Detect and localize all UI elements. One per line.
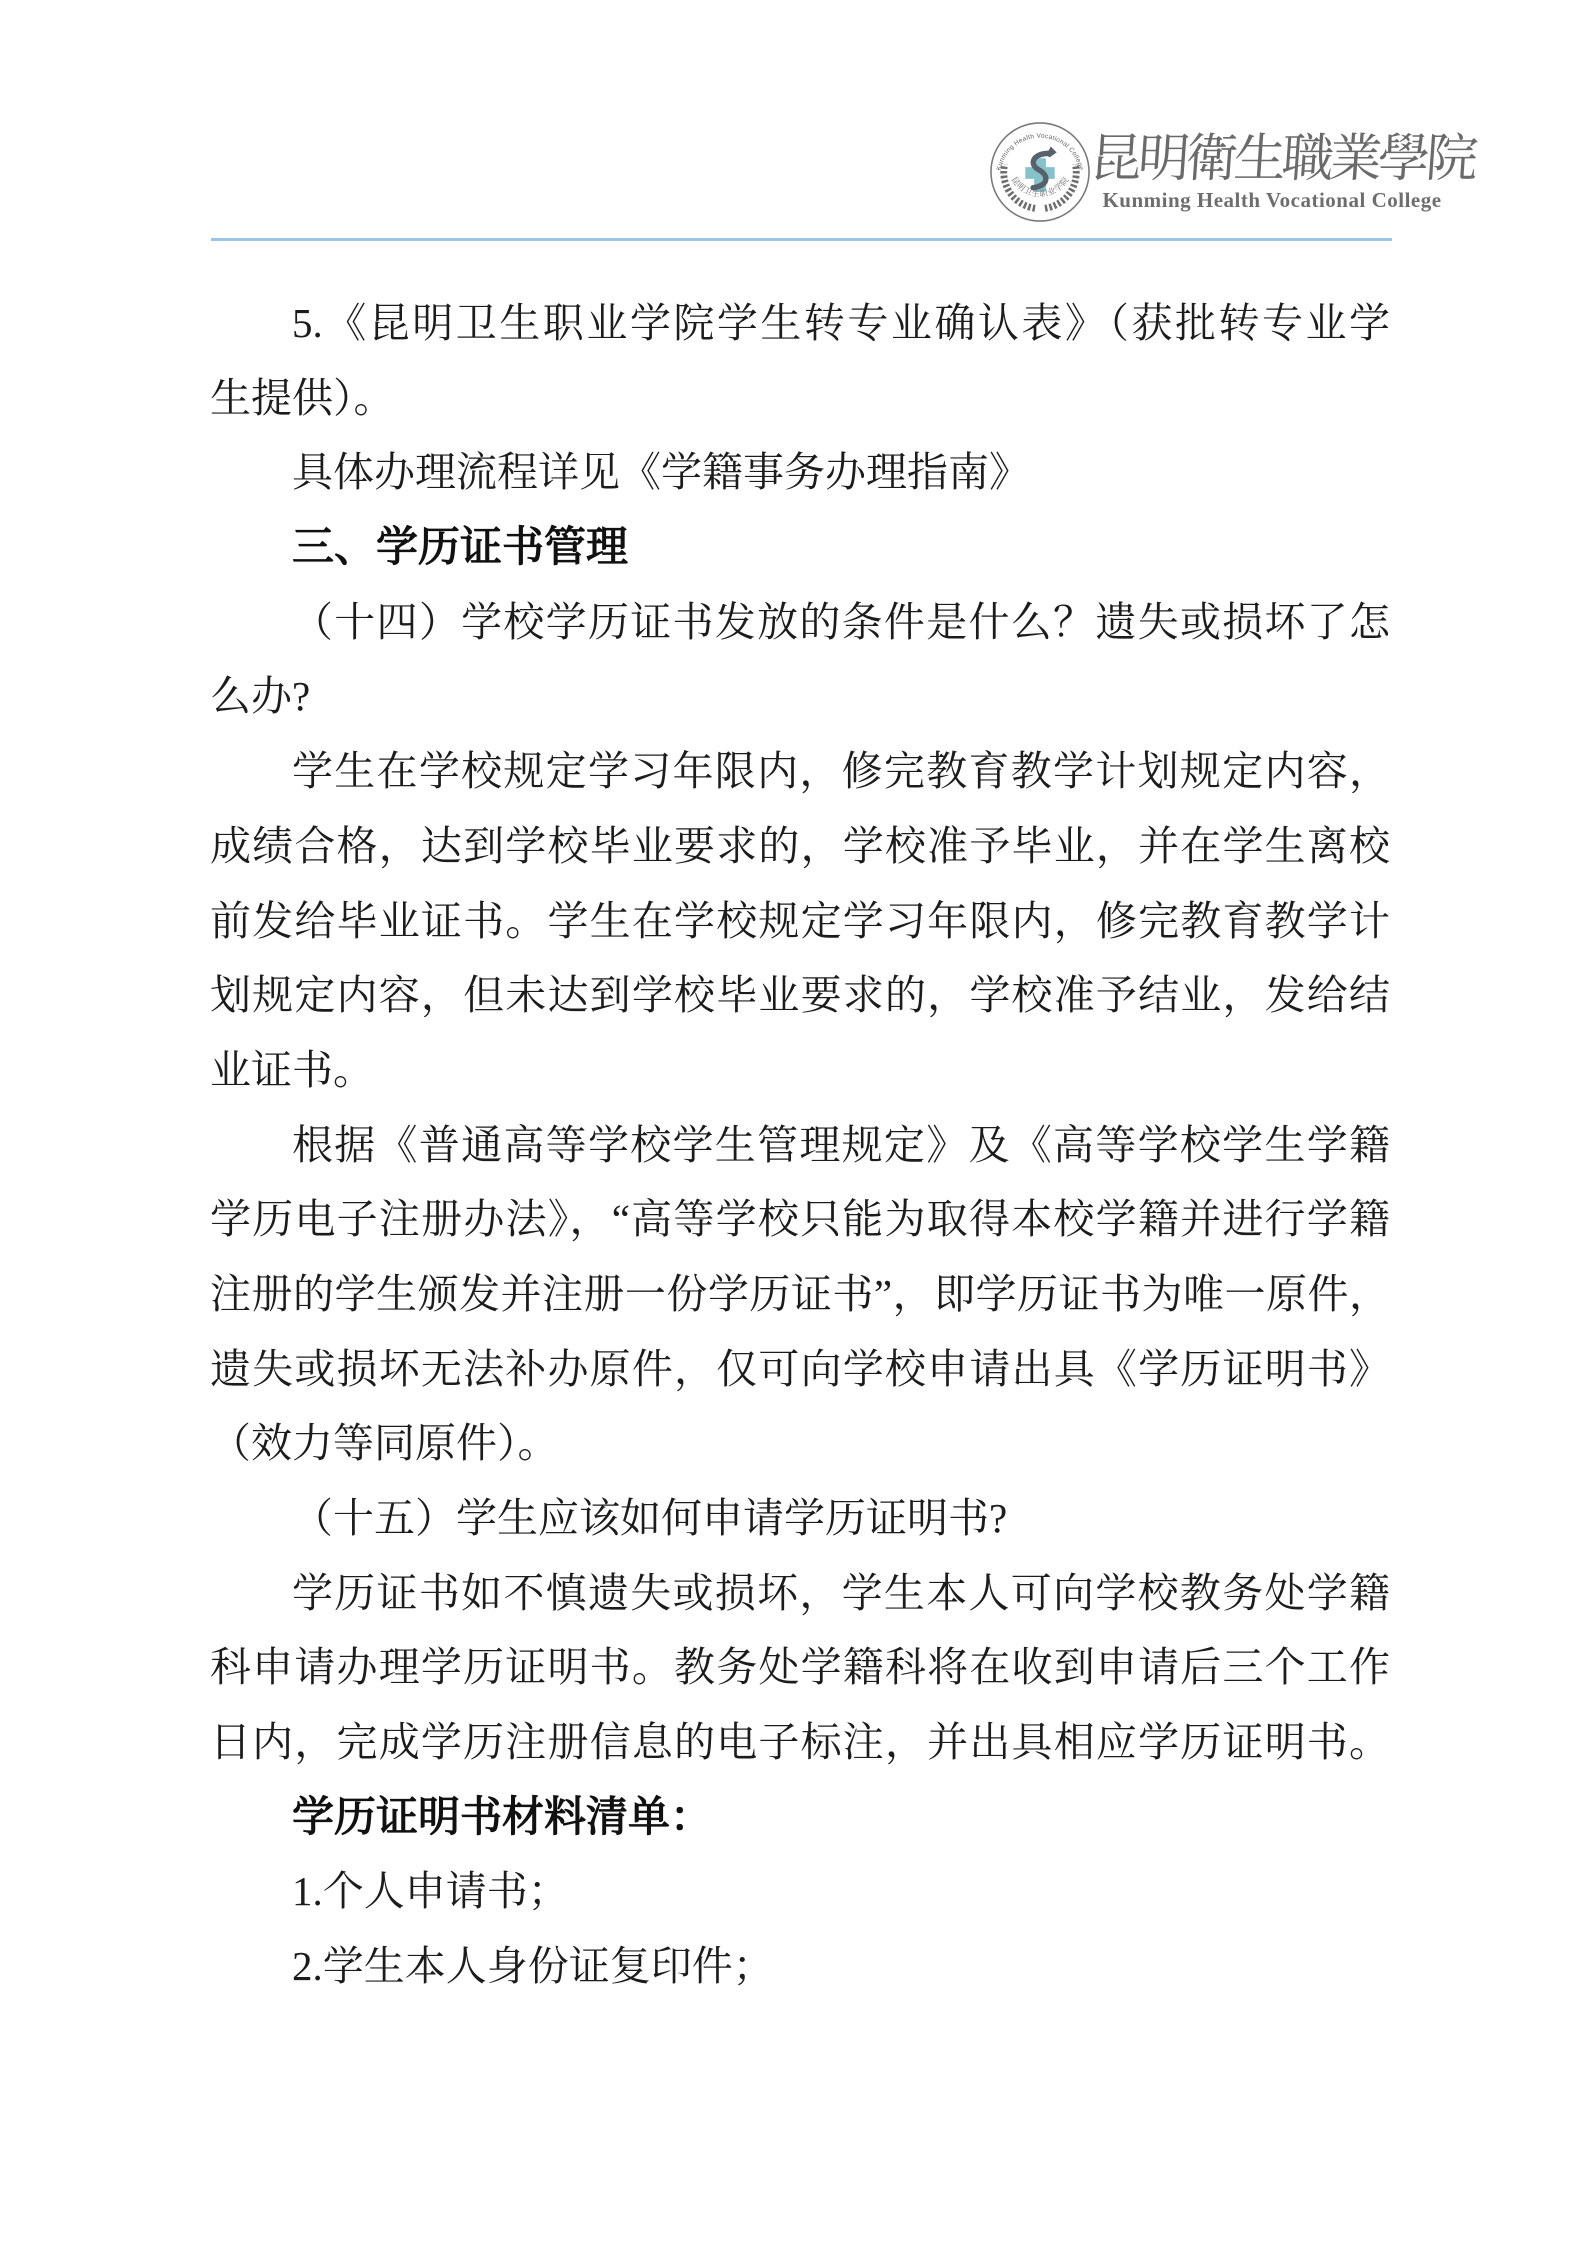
- text-line: 注册的学生颁发并注册一份学历证书”，即学历证书为唯一原件，: [210, 1270, 1390, 1317]
- text-line: 具体办理流程详见《学籍事务办理指南》: [292, 449, 1030, 496]
- text-line: 生提供）。: [210, 374, 395, 421]
- text-line: （效力等同原件）。: [210, 1420, 559, 1467]
- text-line: 日内，完成学历注册信息的电子标注，并出具相应学历证明书。: [210, 1719, 1390, 1766]
- text-line: 5.《昆明卫生职业学院学生转专业确认表》（获批转专业学: [292, 300, 1390, 346]
- list-item: 2.学生本人身份证复印件；: [292, 1943, 774, 1990]
- text-line: 前发给毕业证书。学生在学校规定学习年限内，修完教育教学计: [210, 897, 1390, 944]
- text-line: 学历证书如不慎遗失或损坏，学生本人可向学校教务处学籍: [292, 1569, 1390, 1616]
- text-line: 学生在学校规定学习年限内，修完教育教学计划规定内容，: [292, 748, 1390, 795]
- text-line: 学历电子注册办法》，“高等学校只能为取得本校学籍并进行学籍: [210, 1196, 1390, 1243]
- question-heading: （十四）学校学历证书发放的条件是什么？遗失或损坏了怎: [292, 598, 1390, 645]
- question-heading: （十五）学生应该如何申请学历证明书?: [292, 1495, 1008, 1541]
- question-heading: 么办?: [210, 673, 311, 720]
- college-name-calligraphy: 昆明衛生職業學院: [1087, 129, 1477, 189]
- section-heading: 三、学历证书管理: [292, 523, 629, 571]
- list-heading: 学历证明书材料清单：: [292, 1792, 713, 1840]
- text-line: 遗失或损坏无法补办原件，仅可向学校申请出具《学历证明书》: [210, 1345, 1390, 1392]
- college-name-english: Kunming Health Vocational College: [1102, 188, 1442, 212]
- document-body: [210, 286, 1390, 2004]
- header-divider: [211, 238, 1392, 241]
- text-line: 划规定内容，但未达到学校毕业要求的，学校准予结业，发给结: [210, 972, 1390, 1019]
- list-item: 1.个人申请书；: [292, 1868, 569, 1915]
- emblem-arc-text-bottom: 昆明卫生职业学院: [1009, 174, 1071, 199]
- text-line: 科申请办理学历证明书。教务处学籍科将在收到申请后三个工作: [210, 1644, 1390, 1691]
- text-line: 业证书。: [210, 1046, 374, 1093]
- text-line: 成绩合格，达到学校毕业要求的，学校准予毕业，并在学生离校: [210, 822, 1390, 869]
- text-line: 根据《普通高等学校学生管理规定》及《高等学校学生学籍: [292, 1121, 1390, 1168]
- emblem-arc-text-top: Kunming Health Vocational College: [995, 132, 1085, 172]
- college-emblem-icon: [989, 121, 1091, 223]
